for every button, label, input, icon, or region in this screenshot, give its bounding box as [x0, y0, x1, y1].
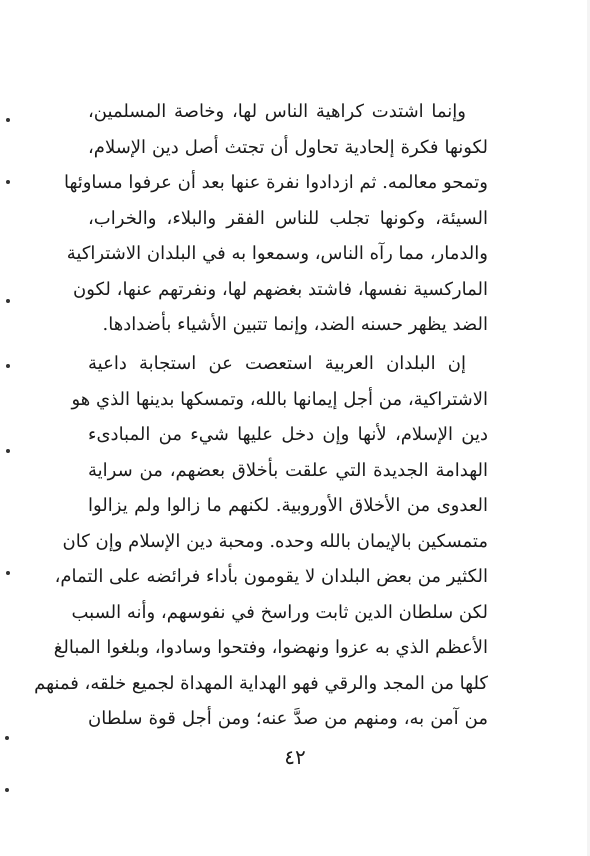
text-line: الأعظم الذي به عزوا ونهضوا، وفتحوا وسادوا، وبلغوا المبالغ — [53, 637, 488, 658]
text-line: وتمحو معالمه. ثم ازدادوا نفرة عنها بعد أن عرفوا مساوئها — [63, 172, 488, 193]
margin-dot — [6, 571, 10, 575]
text-line: متمسكين بالإيمان بالله وحده. ومحبة دين الإسلام وإن كان — [62, 530, 488, 552]
margin-dot — [6, 299, 10, 303]
margin-dot — [5, 788, 9, 792]
text-line: من آمن به، ومنهم من صدَّ عنه؛ ومن أجل قوة سلطان — [88, 708, 488, 729]
margin-dot — [6, 180, 10, 184]
text-line: الماركسية نفسها، فاشتد بغضهم لها، ونفرتهم عنها، لكون — [72, 278, 488, 300]
text-line: لكونها فكرة إلحادية تحاول أن تجتث أصل دين الإسلام، — [88, 136, 488, 158]
text-line: والدمار، مما رآه الناس، وسمعوا به في البلدان الاشتراكية — [66, 243, 488, 264]
text-line: وإنما اشتدت كراهية الناس لها، وخاصة المسلمين، — [88, 101, 466, 122]
margin-dot — [6, 118, 10, 122]
text-line: الضد يظهر حسنه الضد، وإنما تتبين الأشياء بأضدادها. — [102, 314, 488, 335]
page-number: ٤٢ — [284, 745, 306, 769]
margin-dot — [6, 364, 10, 368]
text-line: العدوى من الأخلاق الأوروبية. لكنهم ما زالوا ولم يزالوا — [88, 495, 488, 516]
paragraph-2 — [34, 346, 488, 737]
text-line: دين الإسلام، لأنها وإن دخل عليها شيء من المبادىء — [88, 424, 488, 445]
paragraph-1 — [63, 94, 488, 343]
text-line: لكن سلطان الدين ثابت وراسخ في نفوسهم، وأنه السبب — [71, 601, 488, 623]
text-line: الهدامة الجديدة التي علقت بأخلاق بعضهم، من سراية — [88, 459, 488, 481]
margin-dot — [5, 736, 9, 740]
text-line: كلها من المجد والرقي فهو الهداية المهداة لجميع خلقه، فمنهم — [34, 672, 488, 694]
text-line: إن البلدان العربية استعصت عن استجابة داعية — [88, 353, 466, 374]
margin-dot — [6, 449, 10, 453]
text-line: الكثير من بعض البلدان لا يقومون بأداء فرائضه على التمام، — [54, 566, 488, 587]
text-line: السيئة، وكونها تجلب للناس الفقر والبلاء، والخراب، — [88, 207, 488, 229]
text-line: الاشتراكية، من أجل إيمانها بالله، وتمسكها بدينها الذي هو — [71, 388, 488, 410]
